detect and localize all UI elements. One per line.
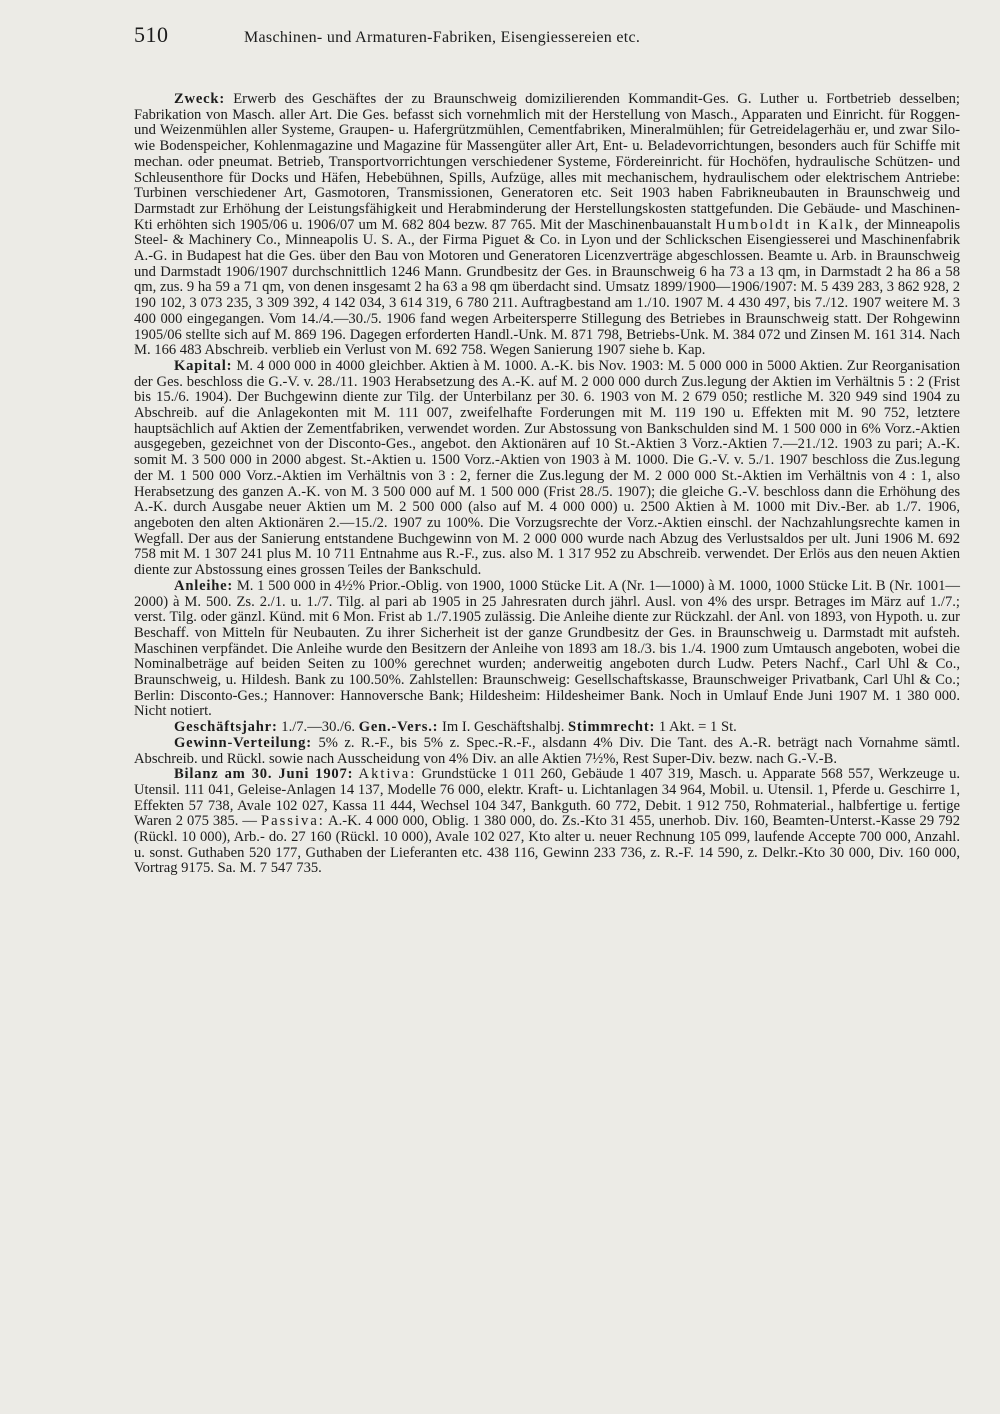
gen-vers-text: Im I. Geschäftshalbj. <box>441 719 565 736</box>
gewinn-text: 5% z. R.-F., bis 5% z. Spec.-R.-F., alsdann 4% Div. Die Tant. des A.-R. beträgt nach Vornahme sämtl. Abschreib. und Rückl. sowie nach Ausscheidung von 4% Div. an alle Aktien 7½%, Rest Super-Div. bezw. nach G.-V.-B. <box>134 734 960 767</box>
passiva-label: Passiva: <box>261 813 325 830</box>
anleihe-label: Anleihe: <box>174 577 234 594</box>
running-title: Maschinen- und Armaturen-Fabriken, Eisengiessereien etc. <box>244 29 641 46</box>
page-number: 510 <box>134 22 169 47</box>
anleihe-text: M. 1 500 000 in 4½% Prior.-Oblig. von 1900, 1000 Stücke Lit. A (Nr. 1—1000) à M. 1000, 1000 Stücke Lit. B (Nr. 1001—2000) à M. 500. Zs. 2./1. u. 1./7. Tilg. al pari ab 1905 in 25 Jahresraten durch jährl. Ausl. von 4% des urspr. Betrages im März auf 1./7.; verst. Tilg. oder gänzl. Künd. mit 6 Mon. Frist ab 1./7.1905 zulässig. Die Anleihe diente zur Rückzahl. der Anl. von 1893, von Hypoth. u. zur Beschaff. von Mitteln für Neubauten. Zu ihrer Sicherheit ist der ganze Grundbesitz der Ges. in Braunschweig u. Darmstadt mit aufsteh. Maschinen verpfändet. Die Anleihe wurde den Besitzern der Anleihe von 1893 am 18./3. bis 1./4. 1900 zum Umtausch angeboten, wobei die Nominalbeträge auf beiden Seiten zu 100% gerechnet wurden; anderweitig angeboten durch Ludw. Peters Nachf., Carl Uhl & Co., Braunschweig, u. Hildesh. Bank zu 100.50%. Zahlstellen: Braunschweig: Gesellschaftskasse, Braunschweiger Privatbank, Carl Uhl & Co.; Berlin: Disconto-Ges.; Hannover: Hannoversche Bank; Hildesheim: Hildesheimer Bank. Noch in Umlauf Ende Juni 1907 M. 1 380 000. Nicht notiert. <box>134 577 960 720</box>
aktiva-text: Grundstücke 1 011 260, Gebäude 1 407 319, Masch. u. Apparate 568 557, Werkzeuge u. Utensil. 111 041, Geleise-Anlagen 14 137, Modelle 76 000, elektr. Kraft- u. Lichtanlagen 34 964, Mobil. u. Utensil. 1, Pferde u. Geschirre 1, Effekten 57 738, Avale 102 027, Kassa 11 444, Wechsel 104 347, Bankguth. 60 772, Debit. 1 912 750, Rohmaterial., halbfertige u. fertige Waren 2 075 385. — <box>134 766 961 830</box>
kapital-paragraph <box>134 359 960 579</box>
running-head <box>134 22 960 60</box>
stimmrecht-text: 1 Akt. = 1 St. <box>658 719 737 736</box>
kapital-label: Kapital: <box>174 357 233 374</box>
bilanz-label: Bilanz am 30. Juni 1907: <box>174 766 354 783</box>
kapital-text: M. 4 000 000 in 4000 gleichber. Aktien à M. 1000. A.-K. bis Nov. 1903: M. 5 000 000 in 5000 Aktien. Zur Reorganisation der Ges. beschloss die G.-V. v. 28./11. 1903 Herabsetzung des A.-K. auf M. 2 000 000 durch Zus.legung der Aktien im Verhältnis 5 : 2 (Frist bis 15./6. 1904). Der Buchgewinn diente zur Tilg. der Unterbilanz per 30. 6. 1903 von M. 2 679 050; restliche M. 320 949 sind 1904 zu Abschreib. auf die Anlagekonten mit M. 111 007, zweifelhafte Forderungen mit M. 119 190 u. Effekten mit M. 90 752, letztere hauptsächlich auf Aktien der Zementfabriken, verwendet worden. Zur Abstossung von Bankschulden sind M. 1 500 000 in 6% Vorz.-Aktien ausgegeben, gezeichnet von der Disconto-Ges., angebot. den Aktionären auf 10 St.-Aktien 3 Vorz.-Aktien 7.—21./12. 1903 zu pari; A.-K. somit M. 3 500 000 in 2000 abgest. St.-Aktien u. 1500 Vorz.-Aktien von 1903 à M. 1000. Die G.-V. v. 5./1. 1907 beschloss die Zus.legung der M. 1 500 000 Vorz.-Aktien im Verhältnis von 3 : 2, ferner die Zus.legung der M. 2 000 000 St.-Aktien im Verhältnis von 4 : 1, also Herabsetzung des ganzen A.-K. von M. 3 500 000 auf M. 1 500 000 (Frist 28./5. 1907); die gleiche G.-V. beschloss dann die Erhöhung des A.-K. durch Ausgabe neuer Aktien um M. 2 500 000 (also auf M. 4 000 000) u. 2500 Aktien à M. 1000 mit Div.-Ber. ab 1./7. 1906, angeboten den alten Aktionären 2.—15./2. 1907 zu 100%. Die Vorzugsrechte der Vorz.-Aktien einschl. der Nachzahlungsrechte kamen in Wegfall. Der aus der Sanierung entstandene Buchgewinn von M. 2 000 000 wurde nach Abzug des Verlustsaldos per ult. Juni 1906 M. 692 758 mit M. 1 307 241 plus M. 10 711 Entnahme aus R.-F., zus. also M. 1 317 952 zu Abschreib. verwendet. Der Erlös aus den neuen Aktien diente zur Abstossung eines grossen Teiles der Bankschuld. <box>134 357 960 579</box>
bilanz-paragraph <box>134 767 960 877</box>
anleihe-paragraph <box>134 579 960 720</box>
zweck-text: Erwerb des Geschäftes der zu Braunschweig domizilierenden Kommandit-Ges. G. Luther u. Fortbetrieb desselben; Fabrikation von Masch. aller Art. Die Ges. befasst sich vornehmlich mit der Herstellung von Masch., Apparaten und Einricht. für Roggen- und Weizenmühlen aller Systeme, Graupen- u. Hafergrützmühlen, Cementfabriken, Mineralmühlen; für Getreidelagerhäu er, und zwar Silo- wie Bodenspeicher, Kohlenmagazine und Magazine für Massengüter aller Art, Ent- u. Beladevorrichtungen, besonders auch für Schiffe mit mechan. oder pneumat. Betrieb, Transportvorrichtungen verschiedener Systeme, Fördereinricht. für Hochöfen, hydraulische Schützen- und Schleusenthore für Docks und Häfen, Hebebühnen, Spills, Aufzüge, alles mit mechanischem, hydraulischem oder elektrischem Antriebe: Turbinen verschiedener Art, Gasmotoren, Transmissionen, Generatoren etc. Seit 1903 haben Fabrikneubauten in Braunschweig und Darmstadt zur Erhöhung der Leistungsfähigkeit und Herabminderung der Herstellungskosten stattgefunden. Die Gebäude- und Maschinen-Kti erhöhten sich 1905/06 u. 1906/07 um M. 682 804 bezw. 87 765. Mit der Maschinenbauanstalt <box>134 91 960 233</box>
zweck-label: Zweck: <box>174 91 226 107</box>
gen-vers-label: Gen.-Vers.: <box>358 719 439 736</box>
geschaeftsjahr-text: 1./7.—30./6. <box>281 719 356 736</box>
zweck-text-after: der Minneapolis Steel- & Machinery Co., Minneapolis U. S. A., der Firma Piguet & Co. in Lyon und der Schlickschen Eisengiesserei und Maschinenfabrik A.-G. in Budapest hat die Ges. über den Bau von Motoren und Generatoren Licenzverträge abgeschlossen. Beamte u. Arb. in Braunschweig und Darmstadt 1906/1907 durchschnittlich 1246 Mann. Grundbesitz der Ges. in Braunschweig 6 ha 73 a 13 qm, in Darmstadt 2 ha 86 a 58 qm, zus. 9 ha 59 a 71 qm, von denen insgesamt 2 ha 63 a 98 qm überdacht sind. Umsatz 1899/1900—1906/1907: M. 5 439 283, 3 862 928, 2 190 102, 3 073 235, 3 309 392, 4 142 034, 3 614 319, 6 780 211. Auftragbestand am 1./10. 1907 M. 4 430 497, bis 7./12. 1907 weitere M. 3 400 000 eingegangen. Vom 14./4.—30./5. 1906 fand wegen Arbeitersperre Stillegung des Betriebes in Braunschweig statt. Der Rohgewinn 1905/06 stellte sich auf M. 869 196. Dagegen erforderten Handl.-Unk. M. 871 798, Betriebs-Unk. M. 384 072 und Zinsen M. 161 314. Nach M. 166 483 Abschreib. verblieb ein Verlust von M. 692 758. Wegen Sanierung 1907 siehe b. Kap. <box>134 216 960 359</box>
zweck-spaced-name: Humboldt in Kalk, <box>715 216 861 233</box>
gewinn-paragraph <box>134 736 960 767</box>
geschaeftsjahr-label: Geschäftsjahr: <box>174 719 278 736</box>
gewinn-label: Gewinn-Verteilung: <box>174 734 312 751</box>
text-block <box>134 92 960 877</box>
zweck-paragraph <box>134 92 960 359</box>
geschaeftsjahr-paragraph <box>134 720 960 736</box>
passiva-text: A.-K. 4 000 000, Oblig. 1 380 000, do. Zs.-Kto 31 455, unerhob. Div. 160, Beamten-Unterst.-Kasse 29 792 (Rückl. 10 000), Arb.- do. 27 160 (Rückl. 10 000), Avale 102 027, Kto alter u. neuer Rechnung 105 099, laufende Accepte 700 000, Anzahl. u. sonst. Guthaben 520 177, Guthaben der Lieferanten etc. 438 116, Gewinn 233 736, z. R.-F. 14 590, z. Delkr.-Kto 30 000, Div. 160 000, Vortrag 9175. Sa. M. 7 547 735. <box>134 813 960 877</box>
aktiva-label: Aktiva: <box>358 766 417 783</box>
stimmrecht-label: Stimmrecht: <box>568 719 656 736</box>
